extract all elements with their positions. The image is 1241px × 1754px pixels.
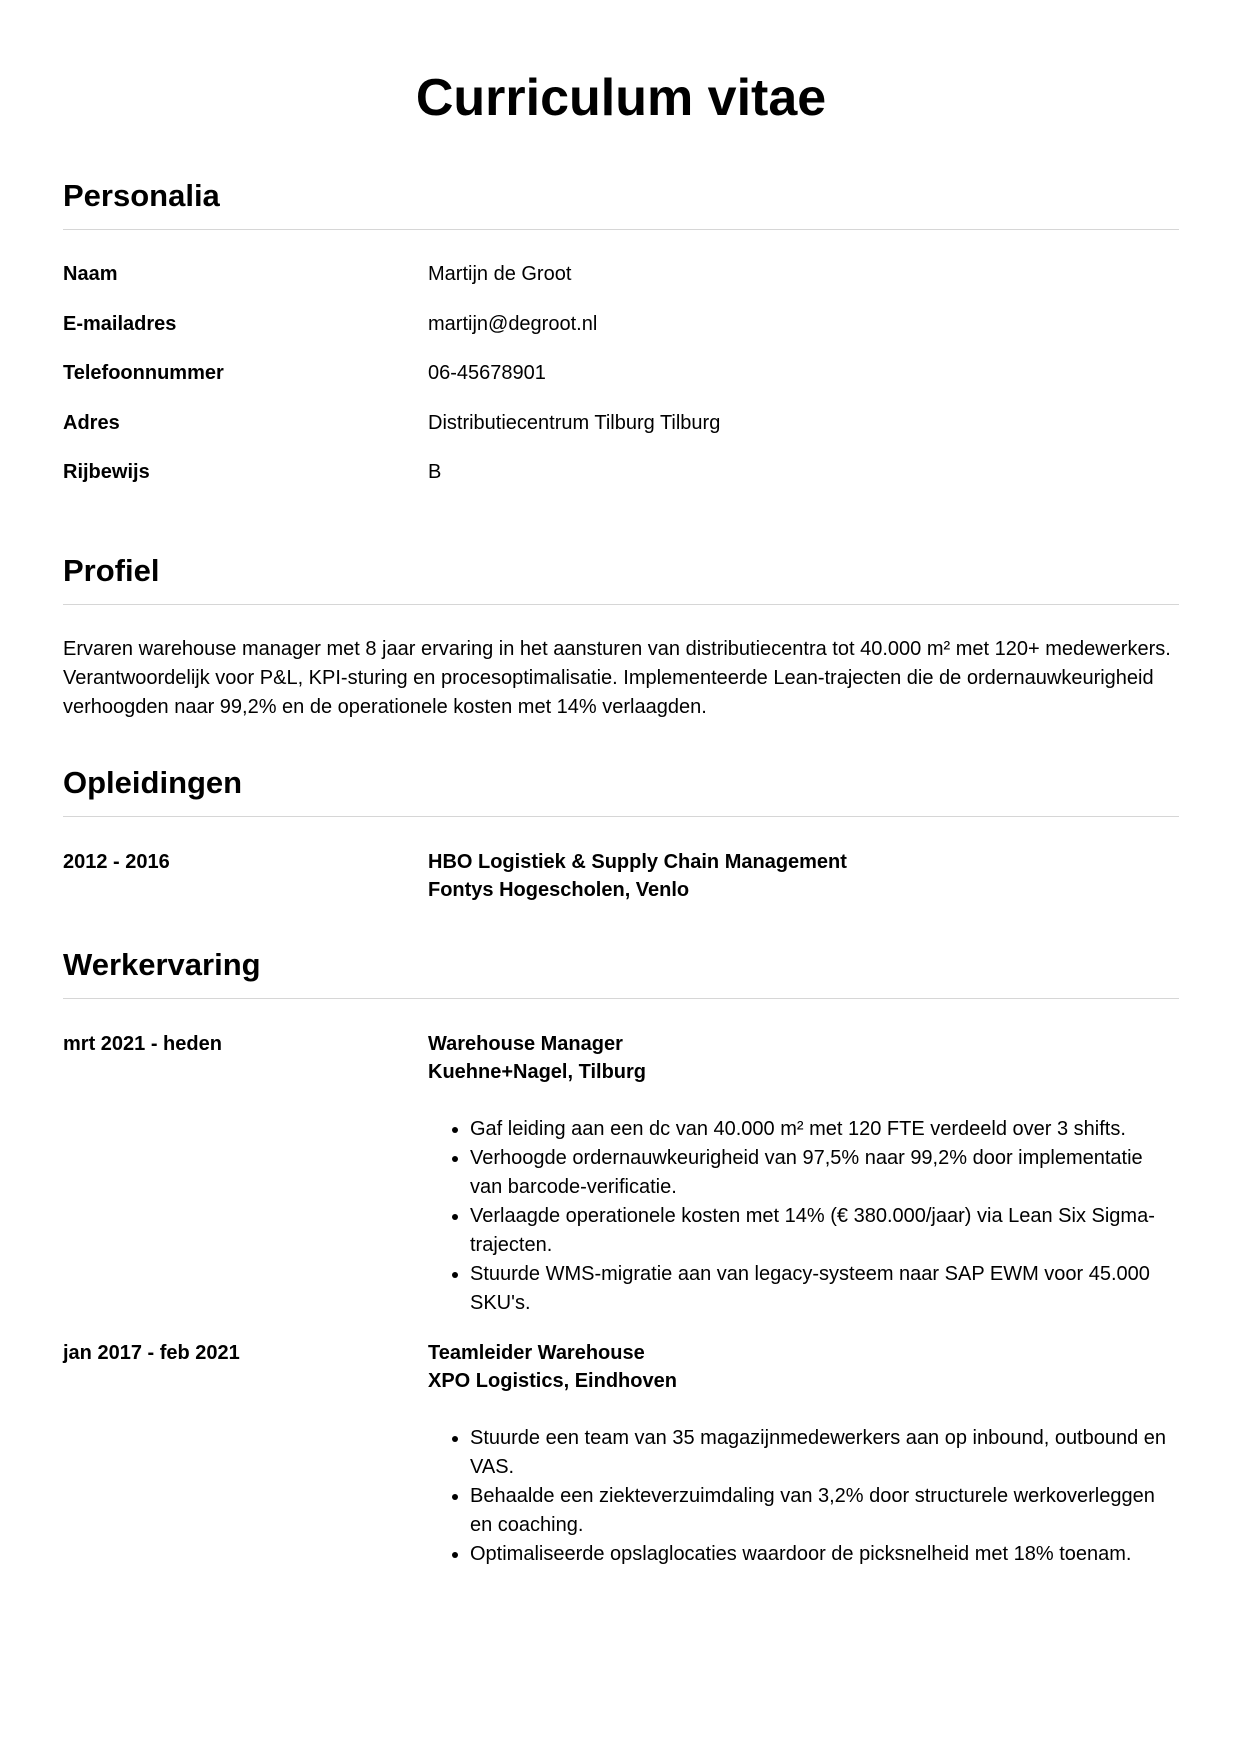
field-label: E-mailadres xyxy=(63,312,177,335)
job-period: jan 2017 - feb 2021 xyxy=(63,1342,240,1364)
list-item: • Stuurde een team van 35 magazijnmedewerkers aan op inbound, outbound en VAS. xyxy=(470,1424,1179,1482)
education-detail xyxy=(428,848,1179,904)
field-value: Martijn de Groot xyxy=(428,263,572,285)
job-role: Teamleider Warehouse xyxy=(428,1342,645,1364)
job-achievements xyxy=(428,1424,1179,1569)
list-item: • Behaalde een ziekteverzuimdaling van 3,2% door structurele werkoverleggen en coaching. xyxy=(470,1482,1179,1540)
personalia-row-address xyxy=(63,411,1179,461)
section-divider xyxy=(63,604,1179,605)
field-label: Rijbewijs xyxy=(63,461,150,483)
education-school: Fontys Hogescholen, Venlo xyxy=(428,879,690,901)
section-divider xyxy=(63,816,1179,817)
personalia-row-phone xyxy=(63,361,1179,411)
personalia-table xyxy=(63,262,1179,510)
job-role: Warehouse Manager xyxy=(428,1033,623,1055)
section-personalia xyxy=(63,176,1179,510)
job-company: Kuehne+Nagel, Tilburg xyxy=(428,1061,646,1083)
job-company: XPO Logistics, Eindhoven xyxy=(428,1370,677,1392)
list-item: • Verlaagde operationele kosten met 14% (€ 380.000/jaar) via Lean Six Sigma-trajecten. xyxy=(470,1202,1179,1260)
section-divider xyxy=(63,229,1179,230)
list-item: • Gaf leiding aan een dc van 40.000 m² met 120 FTE verdeeld over 3 shifts. xyxy=(470,1115,1179,1144)
job-entry xyxy=(63,1030,1179,1318)
list-item: • Stuurde WMS-migratie aan van legacy-systeem naar SAP EWM voor 45.000 SKU's. xyxy=(470,1260,1179,1318)
field-label: Telefoonnummer xyxy=(63,362,224,384)
section-opleidingen xyxy=(63,763,1179,904)
document-title: Curriculum vitae xyxy=(415,69,827,127)
profile-text: Ervaren warehouse manager met 8 jaar ervaring in het aansturen van distributiecentra tot 40.000 m² met 120+ medewerkers. Verantwoordelijk voor P&L, KPI-sturing en procesoptimalisatie. Implementeerde Lean-trajecten die de ordernauwkeurigheid verhoogden naar 99,2% en de operationele kosten met 14% verlaagden. xyxy=(63,638,1171,718)
list-item: • Verhoogde ordernauwkeurigheid van 97,5% naar 99,2% door implementatie van barcode-verificatie. xyxy=(470,1144,1179,1202)
field-value: martijn@degroot.nl xyxy=(428,312,598,335)
personalia-row-email xyxy=(63,312,1179,362)
list-item: • Optimaliseerde opslaglocaties waardoor de picksnelheid met 18% toenam. xyxy=(470,1540,1179,1569)
field-label: Adres xyxy=(63,411,120,434)
section-heading: Profiel xyxy=(63,553,160,588)
job-detail xyxy=(428,1339,1179,1569)
section-profiel xyxy=(63,551,1179,722)
education-period: 2012 - 2016 xyxy=(63,851,170,873)
job-detail xyxy=(428,1030,1179,1318)
job-entry xyxy=(63,1339,1179,1569)
field-value: B xyxy=(428,461,442,483)
education-degree: HBO Logistiek & Supply Chain Management xyxy=(428,851,847,873)
section-heading: Opleidingen xyxy=(63,765,243,800)
field-value: Distributiecentrum Tilburg Tilburg xyxy=(428,411,721,434)
field-value: 06-45678901 xyxy=(428,362,546,384)
job-period: mrt 2021 - heden xyxy=(63,1033,222,1055)
job-achievements xyxy=(428,1115,1179,1318)
section-divider xyxy=(63,998,1179,999)
section-werkervaring xyxy=(63,945,1179,1569)
personalia-row-name xyxy=(63,262,1179,312)
education-entry xyxy=(63,848,1179,904)
section-heading: Personalia xyxy=(63,178,220,213)
section-heading: Werkervaring xyxy=(63,947,261,982)
personalia-row-license xyxy=(63,460,1179,510)
field-label: Naam xyxy=(63,263,118,285)
